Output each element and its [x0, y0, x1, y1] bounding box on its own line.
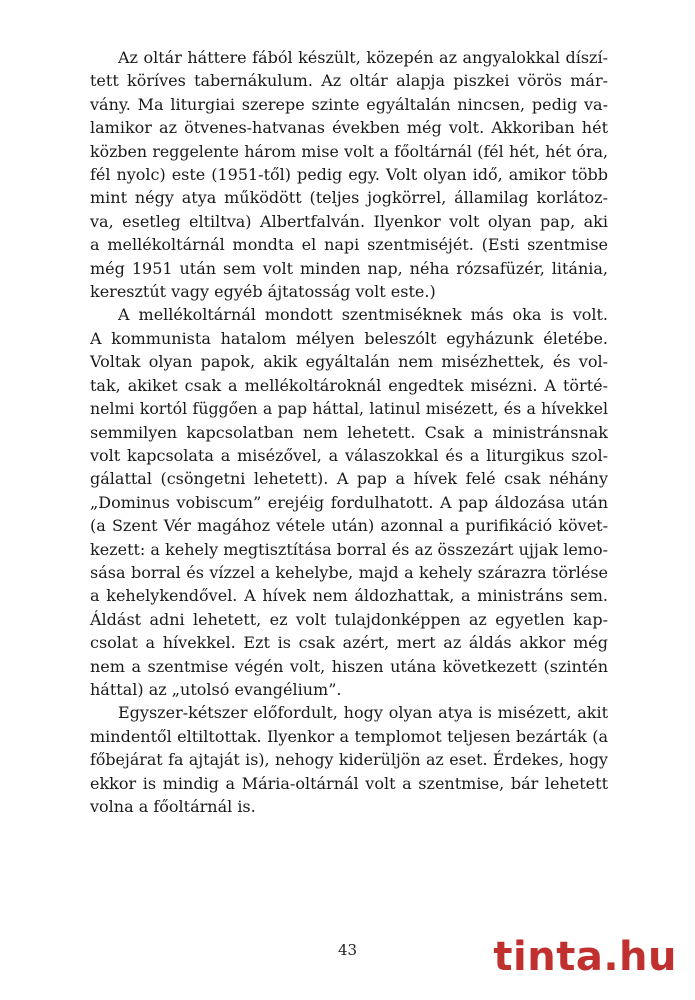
text-line: mint négy atya működött (teljes jogkörrel, államilag korlátoz-	[90, 188, 608, 208]
text-line: volt kapcsolata a misézővel, a válaszokkal és a liturgikus szol-	[90, 445, 608, 465]
text-line: semmilyen kapcsolatban nem lehetett. Csak a ministránsnak	[90, 422, 608, 442]
paragraph	[90, 303, 608, 701]
text-line: csolat a hívekkel. Ezt is csak azért, mert az áldás akkor még	[90, 633, 608, 653]
text-line: sása borral és vízzel a kehelybe, majd a kehely szárazra törlése	[90, 562, 608, 582]
text-line: va, esetleg eltiltva) Albertfalván. Ilyenkor volt olyan pap, aki	[90, 211, 608, 231]
watermark-logo: tinta.hu	[493, 934, 677, 980]
text-line: főbejárat fa ajtaját is), nehogy kiderüljön az eset. Érdekes, hogy	[90, 750, 608, 770]
text-line: ekkor is mindig a Mária-oltárnál volt a szentmise, bár lehetett	[90, 773, 608, 793]
page-number: 43	[337, 941, 358, 959]
text-line: „Dominus vobiscum” erejéig fordulhatott. A pap áldozása után	[90, 492, 608, 512]
text-line: (a Szent Vér magához vétele után) azonnal a purifikáció követ-	[90, 516, 608, 536]
text-line: még 1951 után sem volt minden nap, néha rózsafüzér, litánia,	[90, 258, 608, 278]
paragraph	[90, 46, 608, 303]
text-line: tett köríves tabernákulum. Az oltár alapja piszkei vörös már-	[90, 71, 608, 91]
text-line: gálattal (csöngetni lehetett). A pap a hívek felé csak néhány	[90, 469, 608, 489]
text-line: fél nyolc) este (1951-től) pedig egy. Volt olyan idő, amikor több	[90, 165, 608, 185]
text-line: közben reggelente három mise volt a főoltárnál (fél hét, hét óra,	[90, 141, 608, 161]
text-line: a mellékoltárnál mondta el napi szentmiséjét. (Esti szentmise	[90, 235, 608, 255]
text-line: tak, akiket csak a mellékoltároknál engedtek misézni. A törté-	[90, 375, 608, 395]
paragraph	[90, 701, 608, 818]
text-line: Áldást adni lehetett, ez volt tulajdonképpen az egyetlen kap-	[90, 609, 608, 629]
text-line: volna a főoltárnál is.	[90, 797, 256, 816]
text-line: nem a szentmise végén volt, hiszen utána következett (szintén	[90, 656, 608, 676]
text-line: nelmi kortól függően a pap háttal, latinul misézett, és a hívekkel	[90, 399, 608, 419]
text-line: keresztút vagy egyéb ájtatosság volt este.)	[90, 282, 436, 302]
page-body	[90, 46, 608, 818]
text-line: Voltak olyan papok, akik egyáltalán nem misézhettek, és vol-	[90, 352, 608, 372]
text-line: lamikor az ötvenes-hatvanas években még volt. Akkoriban hét	[90, 118, 608, 138]
text-line: kezett: a kehely megtisztítása borral és az összezárt ujjak lemo-	[90, 539, 608, 559]
text-line: vány. Ma liturgiai szerepe szinte egyáltalán nincsen, pedig va-	[90, 94, 608, 114]
text-line: Egyszer-kétszer előfordult, hogy olyan atya is misézett, akit	[118, 703, 608, 723]
text-line: A kommunista hatalom mélyen beleszólt egyházunk életébe.	[90, 328, 608, 348]
text-line: a kehelykendővel. A hívek nem áldozhattak, a ministráns sem.	[90, 586, 608, 606]
text-line: háttal) az „utolsó evangélium”.	[90, 679, 342, 699]
text-line: A mellékoltárnál mondott szentmiséknek más oka is volt.	[118, 305, 608, 325]
text-line: mindentől eltiltottak. Ilyenkor a templomot teljesen bezárták (a	[90, 726, 608, 746]
text-line: Az oltár háttere fából készült, közepén az angyalokkal díszí-	[118, 48, 608, 67]
